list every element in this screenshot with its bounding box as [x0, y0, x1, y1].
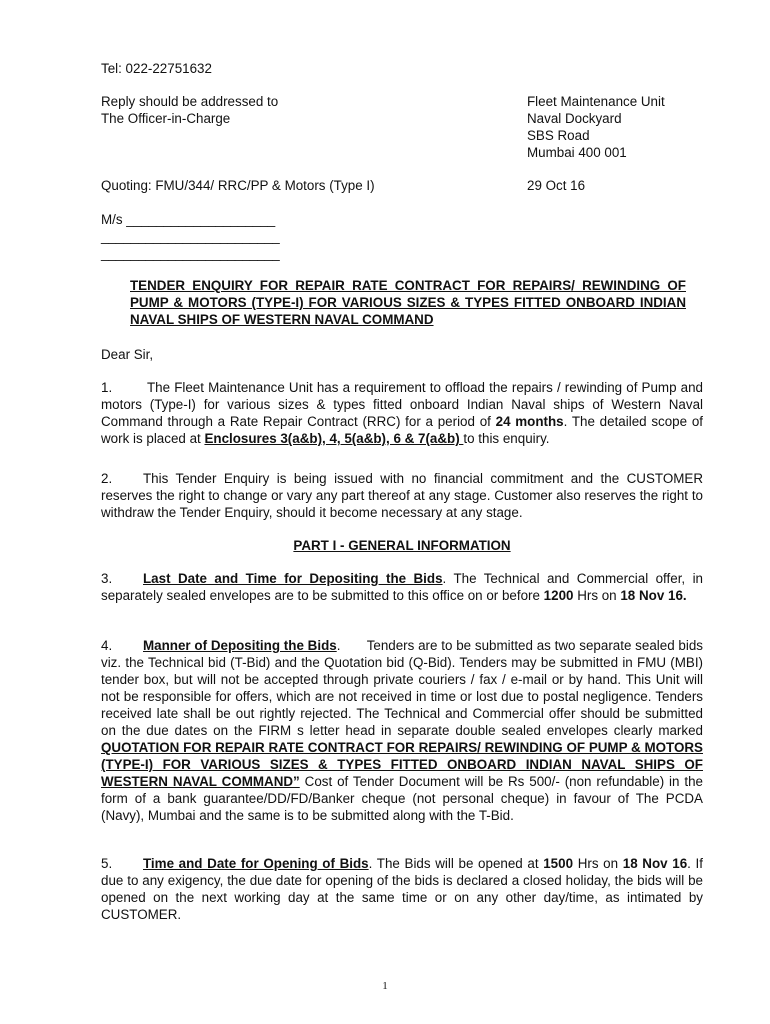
paragraph-1 [101, 379, 703, 447]
para-number: 1. [101, 380, 113, 395]
para-bold: 24 months [495, 414, 564, 429]
para-heading: Time and Date for Opening of Bids [143, 856, 369, 871]
paragraph-5 [101, 855, 703, 923]
para-text: This Tender Enquiry is being issued with no financial commitment and the CUSTOMER reserves the right to change or vary any part thereof at any stage. Customer also reserves the right to withdraw the Tender Enquiry, should it become necessary at any stage. [101, 471, 703, 520]
para-heading: Manner of Depositing the Bids [143, 638, 337, 653]
paragraph-4 [101, 637, 707, 824]
reply-line-2: The Officer-in-Charge [101, 111, 231, 126]
ms-line-1: M/s ____________________ [101, 212, 276, 227]
para-bold: 18 Nov 16 [622, 856, 688, 871]
para-number: 5. [101, 856, 113, 871]
address-line-4: Mumbai 400 001 [527, 145, 627, 160]
para-number: 4. [101, 638, 113, 653]
para-text: Hrs on [573, 588, 621, 603]
letter-date: 29 Oct 16 [527, 178, 586, 193]
reply-line-1: Reply should be addressed to [101, 94, 279, 109]
quoting-reference: Quoting: FMU/344/ RRC/PP & Motors (Type I) [101, 178, 375, 193]
para-text: to this enquiry. [463, 431, 550, 446]
tender-title: TENDER ENQUIRY FOR REPAIR RATE CONTRACT FOR REPAIRS/ REWINDING OF PUMP & MOTORS (TYPE-I) FOR VARIOUS SIZES & TYPES FITTED ONBOARD INDIAN NAVAL SHIPS OF WESTERN NAVAL COMMAND [130, 278, 686, 327]
para-text: Hrs on [573, 856, 623, 871]
quotation-marking: QUOTATION FOR REPAIR RATE CONTRACT FOR REPAIRS/ REWINDING OF PUMP & MOTORS (TYPE-I) FOR VARIOUS SIZES & TYPES FITTED ONBOARD INDIAN NAVAL SHIPS OF WESTERN NAVAL COMMAND” [101, 740, 703, 789]
para-bold: 1200 [543, 588, 574, 603]
paragraph-2 [101, 470, 703, 521]
address-line-1: Fleet Maintenance Unit [527, 94, 665, 109]
para-number: 2. [101, 471, 113, 486]
ms-line-3: ________________________ [101, 246, 280, 261]
paragraph-3 [101, 570, 703, 604]
para-text: . The Technical and Commercial offer, in separately sealed envelopes are to be submitted to this office on or before [101, 571, 703, 603]
para-bold: 18 Nov 16. [620, 588, 687, 603]
para-heading: Last Date and Time for Depositing the Bids [143, 571, 443, 586]
part-1-heading: PART I - GENERAL INFORMATION [293, 538, 511, 553]
para-text: The Fleet Maintenance Unit has a requirement to offload the repairs / rewinding of Pump and motors (Type-I) for various sizes & types fitted onboard Indian Naval ships of Western Naval Command through a Rate Repair Contract (RRC) for a period of [101, 380, 703, 429]
para-text: . The Bids will be opened at [368, 856, 544, 871]
salutation: Dear Sir, [101, 347, 154, 362]
para-number: 3. [101, 571, 113, 586]
para-text: . Tenders are to be submitted as two separate sealed bids viz. the Technical bid (T-Bid) and the Quotation bid (Q-Bid). Tenders may be submitted in FMU (MBI) tender box, but will not be accepted through private couriers / fax / e-mail or by hand. This Unit will not be responsible for offers, which are not received in time or lost due to postal negligence. Tenders received late shall be out rightly rejected. The Technical and Commercial offer should be submitted on the due dates on the FIRM s letter head in separate double sealed envelopes clearly marked [101, 638, 707, 738]
address-line-2: Naval Dockyard [527, 111, 622, 126]
para-text: Cost of Tender Document will be Rs 500/- (non refundable) in the form of a bank guarantee/DD/FD/Banker cheque (not personal cheque) in favour of The PCDA (Navy), Mumbai and the same is to be submitted along with the T-Bid. [101, 774, 703, 823]
enclosures-reference: Enclosures 3(a&b), 4, 5(a&b), 6 & 7(a&b) [204, 431, 464, 446]
para-text: . If due to any exigency, the due date for opening of the bids is declared a closed holiday, the bids will be opened on the next working day at the same time or on any other day/time, as intimated by CUSTOMER. [101, 856, 703, 922]
tel-line: Tel: 022-22751632 [101, 61, 212, 76]
para-text: . The detailed scope of work is placed at [101, 414, 703, 446]
address-line-3: SBS Road [527, 128, 590, 143]
para-bold: 1500 [543, 856, 574, 871]
page-number: 1 [382, 980, 388, 992]
ms-line-2: ________________________ [101, 229, 280, 244]
